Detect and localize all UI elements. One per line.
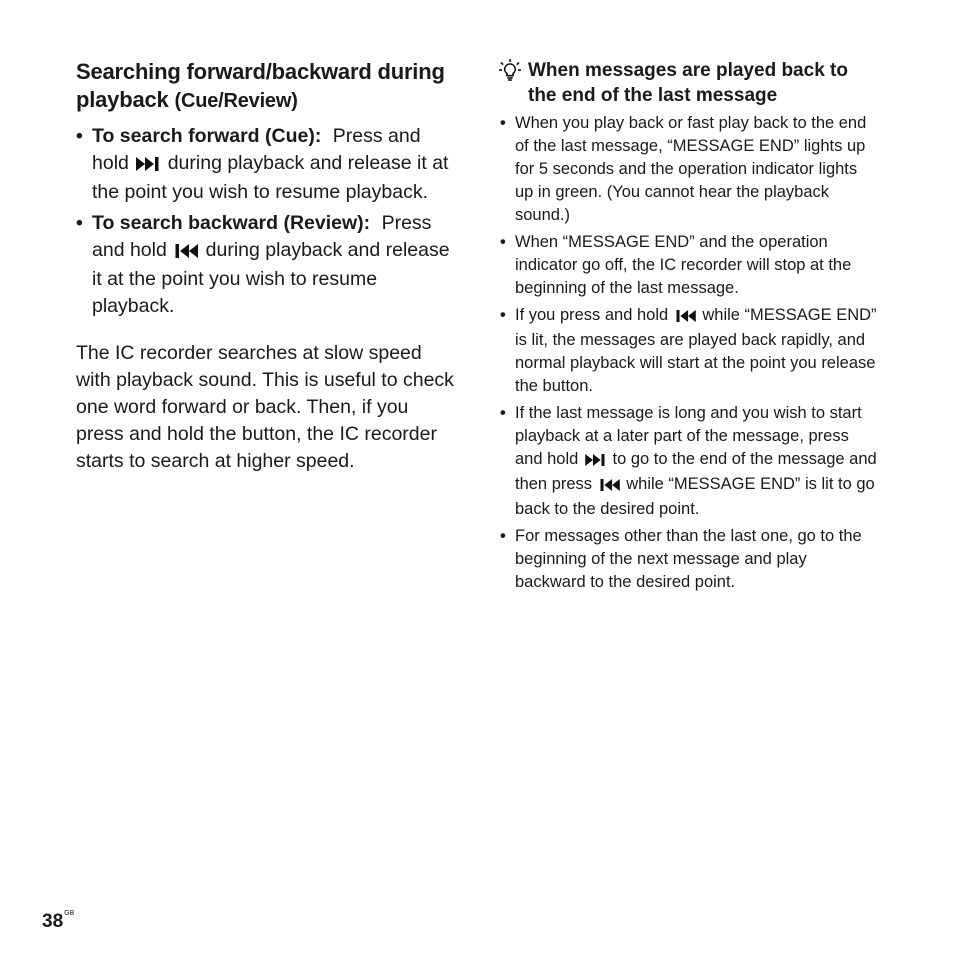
left-column — [76, 58, 456, 495]
review-lead: To search backward (Review): — [92, 212, 371, 234]
list-item — [498, 231, 878, 300]
list-item-cue — [76, 123, 456, 206]
tip-text: If you press and hold — [515, 306, 673, 324]
page-number-suffix: GB — [64, 910, 75, 917]
rew-icon — [675, 306, 696, 329]
tip-heading-text: When messages are played back to the end of the last message — [528, 60, 848, 106]
page-number — [42, 910, 74, 933]
review-text-2: during playback and release it at the point you wish to resume playback. — [92, 239, 450, 317]
bullet: • — [500, 306, 506, 324]
right-column — [498, 58, 878, 598]
ff-icon — [585, 450, 606, 473]
section-title-paren: (Cue/Review) — [174, 90, 298, 112]
bullet: • — [76, 125, 83, 147]
section-title — [76, 58, 456, 115]
tip-text: to go to the end of the message and then press — [515, 450, 877, 493]
list-item — [498, 304, 878, 398]
cue-text-2: during playback and release it at the point you wish to resume playback. — [92, 152, 449, 203]
bullet: • — [500, 527, 506, 545]
bullet: • — [500, 233, 506, 251]
page-number-value: 38 — [42, 911, 64, 932]
list-item — [498, 525, 878, 594]
cue-lead: To search forward (Cue): — [92, 125, 322, 147]
lightbulb-tip-icon — [499, 59, 521, 88]
list-item — [498, 402, 878, 521]
tip-text: while “MESSAGE END” is lit to go back to the desired point. — [515, 475, 875, 518]
cue-review-list — [76, 123, 456, 320]
list-item — [498, 112, 878, 227]
list-item-review — [76, 210, 456, 320]
section-title-main: Searching forward/backward during playback — [76, 59, 445, 112]
bullet: • — [500, 114, 506, 132]
description-paragraph: The IC recorder searches at slow speed with playback sound. This is useful to check one word forward or back. Then, if you press and hold the button, the IC recorder starts to search at higher speed. — [76, 342, 454, 472]
tip-text: When “MESSAGE END” and the operation indicator go off, the IC recorder will stop at the beginning of the last message. — [515, 233, 852, 297]
bullet: • — [500, 404, 506, 422]
tip-heading — [498, 58, 878, 108]
ff-icon — [136, 152, 160, 179]
tip-text: while “MESSAGE END” is lit, the messages are played back rapidly, and normal playback will start at the point you release the button. — [515, 306, 877, 395]
cue-text-1: Press and hold — [92, 125, 421, 174]
tip-text: For messages other than the last one, go to the beginning of the next message and play backward to the desired point. — [515, 527, 862, 591]
rew-icon — [174, 239, 198, 266]
tip-text: If the last message is long and you wish to start playback at a later part of the message, press and hold — [515, 404, 862, 468]
review-text-1: Press and hold — [92, 212, 432, 261]
bullet: • — [76, 212, 83, 234]
tip-text: When you play back or fast play back to the end of the last message, “MESSAGE END” lights up for 5 seconds and the operation indicator lights up in green. (You cannot hear the playback sound.) — [515, 114, 867, 224]
rew-icon — [599, 475, 620, 498]
tip-list — [498, 112, 878, 594]
